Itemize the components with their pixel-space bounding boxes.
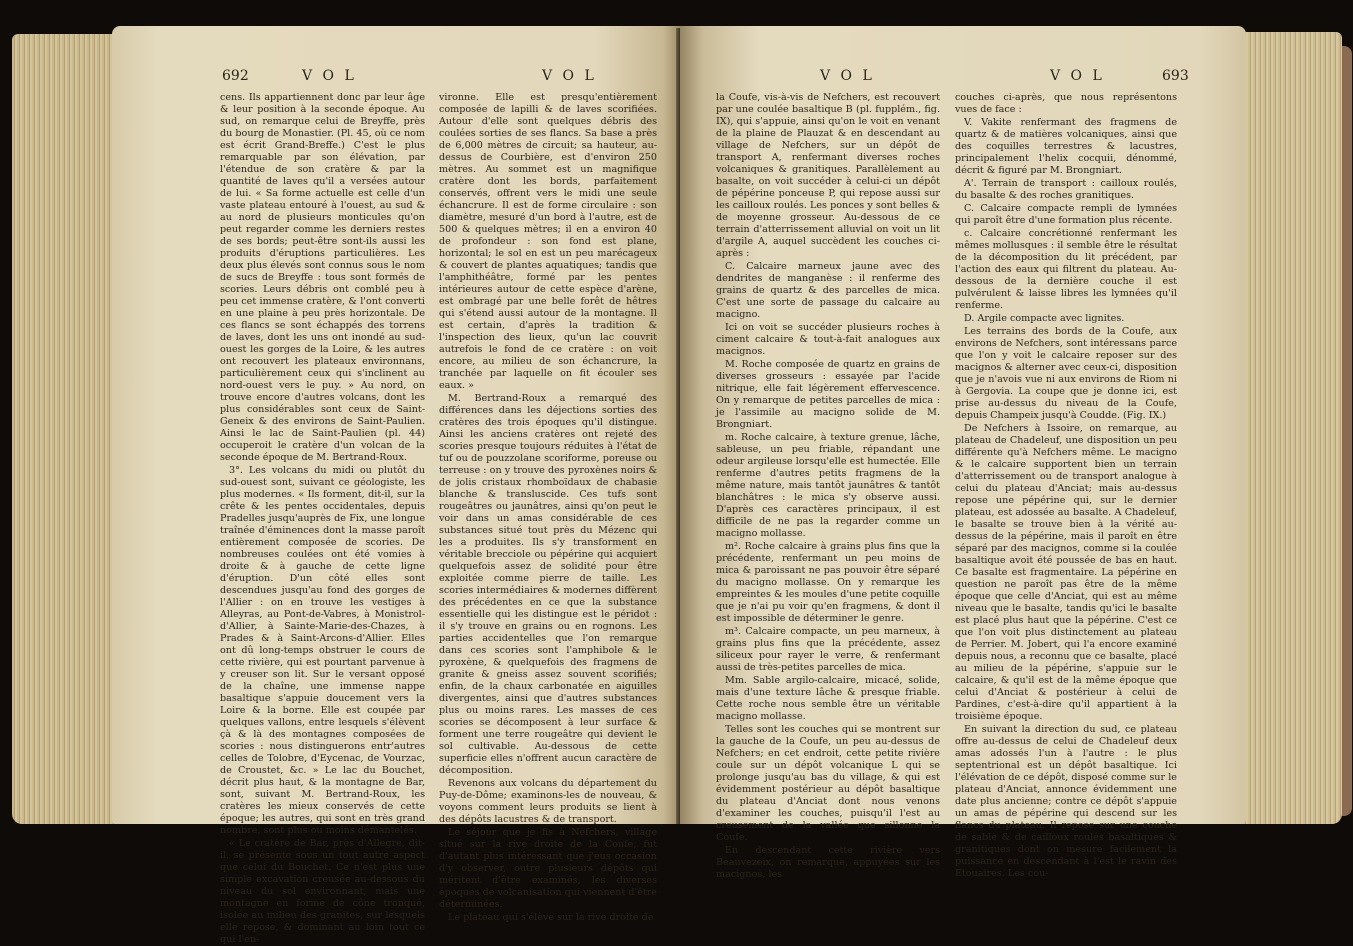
paragraph: Ici on voit se succéder plusieurs roches à ciment calcaire & tout-à-fait analogues aux macignos. [716,322,940,357]
paragraph: D. Argile compacte avec lignites. [964,313,1125,324]
right-page-number: 693 [1162,68,1189,84]
left-running-head-2: V O L [542,68,597,84]
paragraph: Mm. Sable argilo-calcaire, micacé, solide, mais d'une texture lâche & presque friable. Cette roche nous semble être un véritable macigno mollasse. [716,675,940,722]
paragraph: m³. Calcaire compacte, un peu marneux, à grains plus fins que la précédente, assez siliceux pour rayer le verre, & renfermant aussi de très-petites parcelles de mica. [716,626,940,673]
right-page [680,26,1246,880]
right-page-edges [1238,32,1342,824]
paragraph: C. Calcaire compacte rempli de lymnées qui paroît être d'une formation plus récente. [955,203,1177,226]
paragraph: Le plateau qui s'élève sur la rive droite de [448,912,654,923]
paragraph: Revenons aux volcans du département du Puy-de-Dôme; examinons-les de nouveau, & voyons comment leurs produits se lient à des dépôts lacustres & de transport. [439,778,657,825]
open-book [12,18,1342,945]
paragraph: m. Roche calcaire, à texture grenue, lâche, sableuse, un peu friable, répandant une odeur argileuse lorsqu'elle est humectée. Elle renferme d'autres petits fragmens de la même nature, mais tantôt jaunâtres & tantôt blanchâtres : le mica s'y observe aussi. D'après ces caractères principaux, il est difficile de ne pas la regarder comme un macigno mollasse. [716,432,940,539]
paragraph: cens. Ils appartiennent donc par leur âge & leur position à la seconde époque. Au sud, on remarque celui de Breyffe, près du bourg de Monastier. (Pl. 45, où ce nom est écrit Grand-Breffe.) C'est le plus remarquable par son élévation, par l'étendue de son cratère & par la quantité de laves qu'il a versées autour de lui. « Sa forme actuelle est celle d'un vaste plateau entouré à l'ouest, au sud & au nord de plusieurs monticules qu'on peut regarder comme les derniers restes de ses bords; peut-être sont-ils aussi les produits d'éruptions particulières. Les deux plus élevés sont connus sous le nom de sucs de Breyffe : tous sont formés de scories. Leurs débris ont comblé peu à peu cet immense cratère, & l'ont converti en une plaine à peu près horizontale. De ces flancs se sont échappés des torrens de laves, dont les uns ont inondé au sud-ouest les gorges de la Loire, & les autres ont recouvert les plateaux environnans, particulièrement ceux qui s'inclinent au nord-ouest vers le puy. » Au nord, on trouve encore d'autres volcans, dont les plus considérables sont ceux de Saint-Geneix & des environs de Saint-Paulien. Ainsi le lac de Saint-Paulien (pl. 44) occuperoit le cratère d'un volcan de la seconde époque de M. Bertrand-Roux. [220,92,425,463]
paragraph: M. Roche composée de quartz en grains de diverses grosseurs : essayée par l'acide nitrique, elle fait légèrement effervescence. On y remarque de petites parcelles de mica : je l'assimile au macigno solide de M. Brongniart. [716,359,940,430]
left-column-2 [439,92,657,923]
right-running-head-1: V O L [820,68,875,84]
right-running-head-2: V O L [1050,68,1105,84]
left-page-number: 692 [222,68,249,84]
right-column-2 [955,92,1177,879]
paragraph: A'. Terrain de transport : cailloux roulés, du basalte & des roches granitiques. [955,178,1177,201]
paragraph: C. Calcaire marneux jaune avec des dendrites de manganèse : il renferme des grains de quartz & des parcelles de mica. C'est une sorte de passage du calcaire au macigno. [716,261,940,320]
paragraph: En suivant la direction du sud, ce plateau offre au-dessus de celui de Chadeleuf deux amas adossés l'un à l'autre : le plus septentrional est un dépôt basaltique. Ici l'élévation de ce dépôt, disposé comme sur le plateau d'Anciat, annonce évidemment une date plus ancienne; contre ce dépôt s'appuie un amas de pépérine qui descend sur les flancs du plateau. Il repose sur une couche de sable & de cailloux roulés basaltiques & granitiques dont on mesure facilement la puissance en descendant à l'est le ravin des Etouaires. Les cou- [955,724,1177,879]
right-column-1 [716,92,940,880]
paragraph: c. Calcaire concrétionné renfermant les mêmes mollusques : il semble être le résultat de la décomposition du lit précédent, par l'action des eaux qui filtrent du plateau. Au-dessous de la dernière couche il est pulvérulent & laisse libres les lymnées qu'il renferme. [955,228,1177,311]
left-page [112,26,680,945]
paragraph: Les terrains des bords de la Coufe, aux environs de Nefchers, sont intéressans parce que l'on y voit le calcaire reposer sur des macignos & alterner avec ceux-ci, disposition que je n'avois vue ni aux environs de Riom ni à Gergovia. La coupe que je donne ici, est prise au-dessus du niveau de la Coufe, depuis Champeix jusqu'à Coudde. (Fig. IX.) [955,326,1177,421]
paragraph: En descendant cette rivière vers Beauvezeix, on remarque, appuyées sur les macignos, les [716,845,940,880]
paragraph: M. Bertrand-Roux a remarqué des différences dans les déjections sorties des cratères des trois époques qu'il distingue. Ainsi les anciens cratères ont rejeté des scories presque toujours réduites à l'état de tuf ou de pouzzolane scoriforme, poreuse ou terreuse : on y trouve des pyroxènes noirs & de jolis cristaux rhomboïdaux de chabasie blanche & transluscide. Ces tufs sont rougeâtres ou jaunâtres, ainsi qu'on peut le voir dans un amas considérable de ces substances situé tout près du Mézenc qui les a produites. Ils s'y transforment en véritable brecciole ou pépérine qui acquiert quelquefois assez de solidité pour être exploitée comme pierre de taille. Les scories intermédiaires & modernes diffèrent des précédentes en ce que la substance essentielle qui les distingue est le péridot : il s'y trouve en grains ou en rognons. Les parties accidentelles que l'on remarque dans ces scories sont l'amphibole & le pyroxène, & quelquefois des fragmens de granite & gneiss assez souvent scorifiés; enfin, de la chaux carbonatée en aiguilles divergentes, ainsi que d'autres substances plus ou moins rares. Les masses de ces scories se décomposent à leur surface & forment une terre rougeâtre qui devient le sol cultivable. Au-dessous de cette superficie elles n'offrent aucun caractère de décomposition. [439,393,657,776]
left-column-1 [220,92,425,945]
paragraph: « Le cratère de Bar, près d'Allegre, dit-il, se présente sous un tout autre aspect que celui du Bouchet. Ce n'est plus une simple excavation creusée au-dessous du niveau du sol environnant, mais une montagne en forme de cône tronqué, isolée au milieu des granites, sur lesquels elle repose, & dominant au loin tout ce qui l'en- [220,838,425,945]
left-page-edges [12,34,124,824]
paragraph: couches ci-après, que nous représentons vues de face : [955,92,1177,115]
paragraph: vironne. Elle est presqu'entièrement composée de lapilli & de laves scorifiées. Autour d'elle sont quelques débris des coulées sorties de ses flancs. Sa base a près de 6,000 mètres de circuit; sa hauteur, au-dessus de Courbière, est d'environ 250 mètres. Au sommet est un magnifique cratère dont les bords, parfaitement conservés, offrent vers le midi une seule échancrure. Il est de forme circulaire : son diamètre, mesuré d'un bord à l'autre, est de 500 & quelques mètres; il en a environ 40 de profondeur : son fond est plane, horizontal; le sol en est un peu marécageux & couvert de plantes aquatiques; tandis que l'amphithéâtre, formé par les pentes intérieures autour de cette espèce d'arène, est ombragé par une belle forêt de hêtres qui s'étend aussi autour de la montagne. Il est certain, d'après la tradition & l'inspection des lieux, qu'un lac couvrit autrefois le fond de ce cratère : on voit encore, au milieu de son échancrure, la tranchée par laquelle on fit écouler ses eaux. » [439,92,657,391]
paragraph: 3°. Les volcans du midi ou plutôt du sud-ouest sont, suivant ce géologiste, les plus modernes. « Ils forment, dit-il, sur la crête & les pentes occidentales, depuis Pradelles jusqu'auprès de Fix, une longue traînée d'éminences dont la masse paroît entièrement composée de scories. De nombreuses coulées ont été vomies à droite & à gauche de cette ligne d'éruption. D'un côté elles sont descendues jusqu'au fond des gorges de l'Allier : on en trouve les vestiges à Alleyras, au Pont-de-Vabres, à Monistrol-d'Allier, à Sainte-Marie-des-Chazes, à Prades & à Saint-Arcons-d'Allier. Elles ont dû long-temps obstruer le cours de cette rivière, qui est pourtant parvenue à y creuser son lit. Sur le versant opposé de la chaîne, une immense nappe basaltique s'appuie doucement vers la Loire & la borne. Elle est coupée par quelques vallons, entre lesquels s'élèvent çà & là des montagnes composées de scories : nous distinguerons entr'autres celles de Tolobre, d'Eycenac, de Vourzac, de Croustet, &c. » Le lac du Bouchet, décrit plus haut, & la montagne de Bar, sont, suivant M. Bertrand-Roux, les cratères les mieux conservés de cette époque; les autres, qui sont en très grand nombre, sont plus ou moins démantelés. [220,465,425,836]
paragraph: la Coufe, vis-à-vis de Nefchers, est recouvert par une coulée basaltique B (pl. fupplém., fig. IX), qui s'appuie, ainsi qu'on le voit en venant de la plaine de Plauzat & en descendant au village de Nefchers, sur un dépôt de transport A, renfermant diverses roches volcaniques & granitiques. Parallèlement au basalte, on voit succéder à celui-ci un dépôt de pépérine ponceuse P, qui repose aussi sur les cailloux roulés. Les ponces y sont belles & de moyenne grosseur. Au-dessous de ce terrain d'atterrissement alluvial on voit un lit d'argile A, auquel succèdent les couches ci-après : [716,92,940,259]
left-running-head-1: V O L [302,68,357,84]
paragraph: De Nefchers à Issoire, on remarque, au plateau de Chadeleuf, une disposition un peu différente qu'à Nefchers même. Le macigno & le calcaire supportent bien un terrain d'atterrissement ou de transport analogue à celui du plateau d'Anciat; mais au-dessus repose une pépérine qui, sur le dernier plateau, est adossée au basalte. A Chadeleuf, le basalte se trouve bien à la vérité au-dessus de la pépérine, mais il paroît en être séparé par des macignos, comme si la coulée basaltique avoit été poussée de bas en haut. Ce basalte est fragmentaire. La pépérine en question ne paroît pas être de la même époque que celle d'Anciat, qui est au même niveau que le basalte, tandis qu'ici le basalte est placé plus haut que la pépérine. C'est ce que l'on voit plus distinctement au plateau de Perrier. M. Jobert, qui l'a encore examiné depuis nous, a reconnu que ce basalte, placé au milieu de la pépérine, s'appuie sur le calcaire, & qu'il est de la même époque que celui d'Anciat & postérieur à celui de Pardines, c'est-à-dire qu'il appartient à la troisième époque. [955,423,1177,722]
paragraph: V. Vakite renfermant des fragmens de quartz & de matières volcaniques, ainsi que des coquilles terrestres & lacustres, principalement l'helix cocquii, dénommé, décrit & figuré par M. Brongniart. [955,117,1177,176]
paragraph: m². Roche calcaire à grains plus fins que la précédente, renfermant un peu moins de mica & paroissant ne pas pouvoir être séparé du macigno mollasse. On y remarque les empreintes & les moules d'une petite coquille que je n'ai pu voir qu'en fragmens, & dont il est impossible de déterminer le genre. [716,541,940,624]
paragraph: Telles sont les couches qui se montrent sur la gauche de la Coufe, un peu au-dessus de Nefchers; en cet endroit, cette petite rivière coule sur un dépôt volcanique L qui se prolonge jusqu'au bas du village, & qui est évidemment postérieur au dépôt basaltique du plateau d'Anciat dont nous venons d'examiner les couches, puisqu'il l'est au creusement de la vallée que sillonne la Coufe. [716,724,940,843]
paragraph: Le séjour que je fis à Nefchers, village situé sur la rive droite de la Coufe, fut d'autant plus intéressant que j'eus occasion d'y observer, outre plusieurs dépôts qui méritent d'être examinés, les diverses époques de volcanisation qui viennent d'être déterminées. [439,827,657,910]
